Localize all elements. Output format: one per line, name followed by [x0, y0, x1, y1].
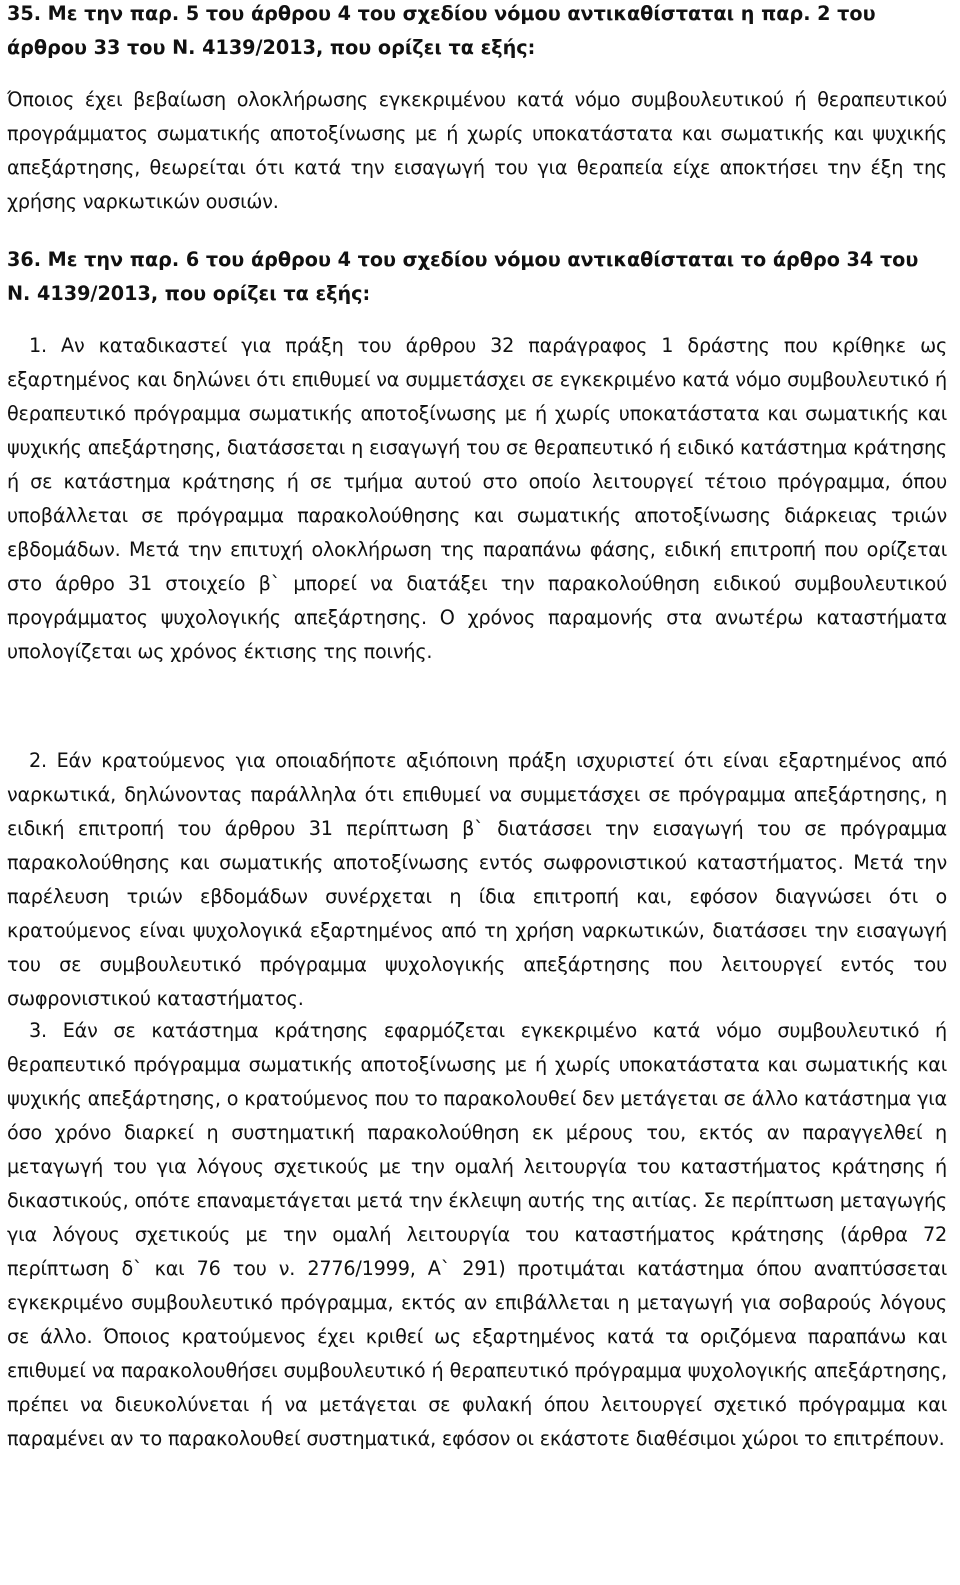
section-36-paragraph-1: 1. Αν καταδικαστεί για πράξη του άρθρου 32 παράγραφος 1 δράστης που κρίθηκε ως εξαρτημένος και δηλώνει ότι επιθυμεί να συμμετάσχει σε εγκεκριμένο κατά νόμο συμβουλευτικό ή θεραπευτικό πρόγραμμα σωματικής αποτοξίνωσης με ή χωρίς υποκατάστατα και σωματικής και ψυχικής απεξάρτησης, διατάσσεται η εισαγωγή του σε θεραπευτικό ή ειδικό κατάστημα κράτησης ή σε κατάστημα κράτησης ή σε τμήμα αυτού στο οποίο λειτουργεί τέτοιο πρόγραμμα, όπου υποβάλλεται σε πρόγραμμα παρακολούθησης και σωματικής αποτοξίνωσης διάρκειας τριών εβδομάδων. Μετά την επιτυχή ολοκλήρωση της παραπάνω φάσης, ειδική επιτροπή που ορίζεται στο άρθρο 31 στοιχείο β` μπορεί να διατάξει την παρακολούθηση ειδικού συμβουλευτικού προγράμματος ψυχολογικής απεξάρτησης. Ο χρόνος παραμονής στα ανωτέρω καταστήματα υπολογίζεται ως χρόνος έκτισης της ποινής. — [7, 334, 947, 663]
section-35-paragraph: Όποιος έχει βεβαίωση ολοκλήρωσης εγκεκριμένου κατά νόμο συμβουλευτικού ή θεραπευτικού προγράμματος σωματικής αποτοξίνωσης με ή χωρίς υποκατάστατα και σωματικής και ψυχικής απεξάρτησης, θεωρείται ότι κατά την εισαγωγή του για θεραπεία είχε αποκτήσει την έξη της χρήσης ναρκωτικών ουσιών. — [7, 88, 947, 213]
section-36-heading: 36. Με την παρ. 6 του άρθρου 4 του σχεδίου νόμου αντικαθίσταται το άρθρο 34 του Ν. 4139/2013, που ορίζει τα εξής: — [7, 248, 919, 305]
section-35-heading: 35. Με την παρ. 5 του άρθρου 4 του σχεδίου νόμου αντικαθίσταται η παρ. 2 του άρθρου 33 του Ν. 4139/2013, που ορίζει τα εξής: — [7, 2, 876, 59]
section-36-paragraph-2: 2. Εάν κρατούμενος για οποιαδήποτε αξιόποινη πράξη ισχυριστεί ότι είναι εξαρτημένος από ναρκωτικά, δηλώνοντας παράλληλα ότι επιθυμεί να συμμετάσχει σε πρόγραμμα απεξάρτησης, η ειδική επιτροπή του άρθρου 31 περίπτωση β` διατάσσει την εισαγωγή του σε πρόγραμμα παρακολούθησης και σωματικής αποτοξίνωσης εντός σωφρονιστικού καταστήματος. Μετά την παρέλευση τριών εβδομάδων συνέρχεται η ίδια επιτροπή και, εφόσον διαγνώσει ότι ο κρατούμενος είναι ψυχολογικά εξαρτημένος από τη χρήση ναρκωτικών, διατάσσει την εισαγωγή του σε συμβουλευτικό πρόγραμμα ψυχολογικής απεξάρτησης που λειτουργεί εντός του σωφρονιστικού καταστήματος. — [7, 749, 947, 1010]
section-36-paragraph-3: 3. Εάν σε κατάστημα κράτησης εφαρμόζεται εγκεκριμένο κατά νόμο συμβουλευτικό ή θεραπευτικό πρόγραμμα σωματικής αποτοξίνωσης με ή χωρίς υποκατάστατα και σωματικής και ψυχικής απεξάρτησης, ο κρατούμενος που το παρακολουθεί δεν μετάγεται σε άλλο κατάστημα για όσο χρόνο διαρκεί η συστηματική παρακολούθηση εκ μέρους του, εκτός αν παραγγελθεί η μεταγωγή του για λόγους σχετικούς με την ομαλή λειτουργία του καταστήματος κράτησης ή δικαστικούς, οπότε επαναμετάγεται μετά την έκλειψη αυτής της αιτίας. Σε περίπτωση μεταγωγής για λόγους σχετικούς με την ομαλή λειτουργία του καταστήματος κράτησης (άρθρα 72 περίπτωση δ` και 76 του ν. 2776/1999, Α` 291) προτιμάται κατάστημα όπου αναπτύσσεται εγκεκριμένο συμβουλευτικό πρόγραμμα, εκτός αν επιβάλλεται η μεταγωγή για σοβαρούς λόγους σε άλλο. Όποιος κρατούμενος έχει κριθεί ως εξαρτημένος κατά τα οριζόμενα παραπάνω και επιθυμεί να παρακολουθήσει συμβουλευτικό ή θεραπευτικό πρόγραμμα ψυχολογικής απεξάρτησης, πρέπει να διευκολύνεται ή να μετάγεται σε φυλακή όπου λειτουργεί σχετικό πρόγραμμα και παραμένει αν το παρακολουθεί συστηματικά, εφόσον οι εκάστοτε διαθέσιμοι χώροι το επιτρέπουν. — [7, 1019, 947, 1450]
